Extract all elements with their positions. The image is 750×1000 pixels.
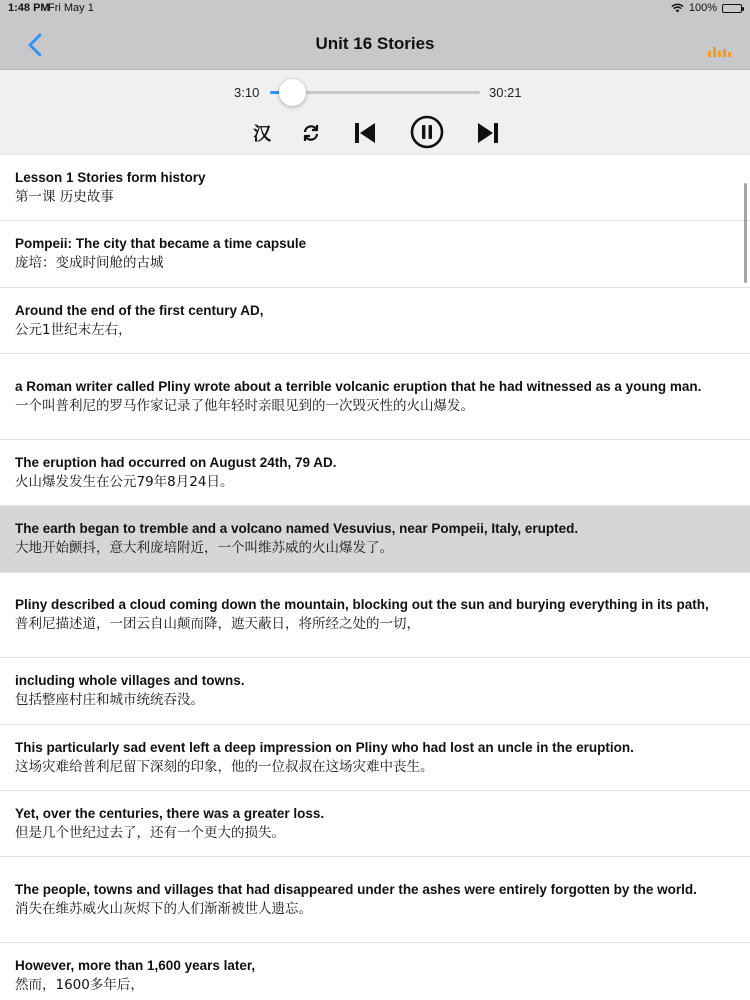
chinese-line: 但是几个世纪过去了，还有一个更大的损失。	[15, 824, 285, 841]
chinese-line: 包括整座村庄和城市统统吞没。	[15, 692, 204, 708]
chinese-line: 然而，1600多年后，	[15, 977, 144, 993]
english-line: Lesson 1 Stories form history	[15, 169, 206, 185]
chinese-line: 庞培：变成时间舱的古城	[15, 255, 164, 271]
total-time: 30:21	[489, 85, 522, 100]
transcript-row[interactable]	[0, 573, 750, 658]
status-bar	[0, 0, 750, 18]
bar-chart-icon	[706, 40, 732, 58]
status-time: 1:48 PM	[8, 2, 50, 14]
audio-levels-button[interactable]	[706, 40, 732, 58]
english-line: including whole villages and towns.	[15, 673, 245, 688]
english-line: However, more than 1,600 years later,	[15, 958, 256, 973]
previous-button[interactable]	[350, 118, 380, 148]
current-time: 3:10	[234, 85, 260, 100]
transcript-row[interactable]	[0, 857, 750, 943]
battery-icon	[722, 4, 742, 13]
transcript-row[interactable]	[0, 506, 750, 573]
progress-thumb[interactable]	[279, 79, 306, 106]
chinese-line: 大地开始颤抖，意大利庞培附近，一个叫维苏威的火山爆发了。	[15, 540, 393, 556]
english-line: Pompeii: The city that became a time capsule	[15, 236, 307, 251]
battery-percent: 100%	[688, 2, 717, 14]
status-right	[671, 2, 742, 14]
transcript-list[interactable]	[0, 155, 750, 1000]
repeat-button[interactable]	[296, 118, 326, 148]
scrollbar[interactable]	[744, 183, 747, 283]
transcript-row[interactable]	[0, 155, 750, 221]
english-line: The eruption had occurred on August 24th, 79 AD.	[15, 454, 337, 470]
skip-previous-icon	[353, 121, 377, 145]
transcript-row[interactable]	[0, 221, 750, 288]
chinese-line: 这场灾难给普利尼留下深刻的印象，他的一位叔叔在这场灾难中丧生。	[15, 758, 434, 775]
transcript-row[interactable]	[0, 791, 750, 857]
transcript-row[interactable]	[0, 943, 750, 1000]
page-title: Unit 16 Stories	[315, 34, 435, 53]
chinese-line: 火山爆发发生在公元79年8月24日。	[15, 473, 234, 490]
english-line: Around the end of the first century AD,	[15, 302, 264, 318]
chinese-line: 公元1世纪末左右，	[15, 321, 132, 338]
repeat-icon	[301, 123, 321, 143]
audio-player	[0, 70, 750, 155]
progress-slider[interactable]	[270, 91, 480, 94]
transcript-row[interactable]	[0, 440, 750, 506]
english-line: The earth began to tremble and a volcano named Vesuvius, near Pompeii, Italy, erupted.	[15, 521, 579, 536]
nav-bar	[0, 18, 750, 70]
english-line: The people, towns and villages that had disappeared under the ashes were entirely forgotten by the world.	[15, 881, 697, 897]
transcript-row[interactable]	[0, 288, 750, 354]
next-button[interactable]	[473, 118, 503, 148]
status-date: Fri May 1	[48, 2, 94, 14]
pause-button[interactable]	[409, 114, 445, 150]
pause-icon	[410, 115, 444, 149]
english-line: This particularly sad event left a deep impression on Pliny who had lost an uncle in the eruption.	[15, 739, 634, 755]
transcript-row[interactable]	[0, 658, 750, 725]
chinese-line: 普利尼描述道，一团云自山颠而降，遮天蔽日，将所经之处的一切，	[15, 616, 420, 632]
chinese-line: 消失在维苏威火山灰烬下的人们渐渐被世人遗忘。	[15, 900, 312, 917]
transcript-row[interactable]	[0, 354, 750, 440]
skip-next-icon	[476, 121, 500, 145]
chinese-line: 第一课 历史故事	[15, 188, 114, 205]
english-line: Pliny described a cloud coming down the mountain, blocking out the sun and burying everything in its path,	[15, 597, 709, 612]
translation-toggle-button[interactable]: 汉	[253, 124, 271, 145]
english-line: a Roman writer called Pliny wrote about a terrible volcanic eruption that he had witnessed as a young man.	[15, 378, 702, 394]
chinese-line: 一个叫普利尼的罗马作家记录了他年轻时亲眼见到的一次毁灭性的火山爆发。	[15, 397, 474, 414]
wifi-icon	[671, 3, 684, 13]
transcript-row[interactable]	[0, 725, 750, 791]
english-line: Yet, over the centuries, there was a greater loss.	[15, 805, 325, 821]
